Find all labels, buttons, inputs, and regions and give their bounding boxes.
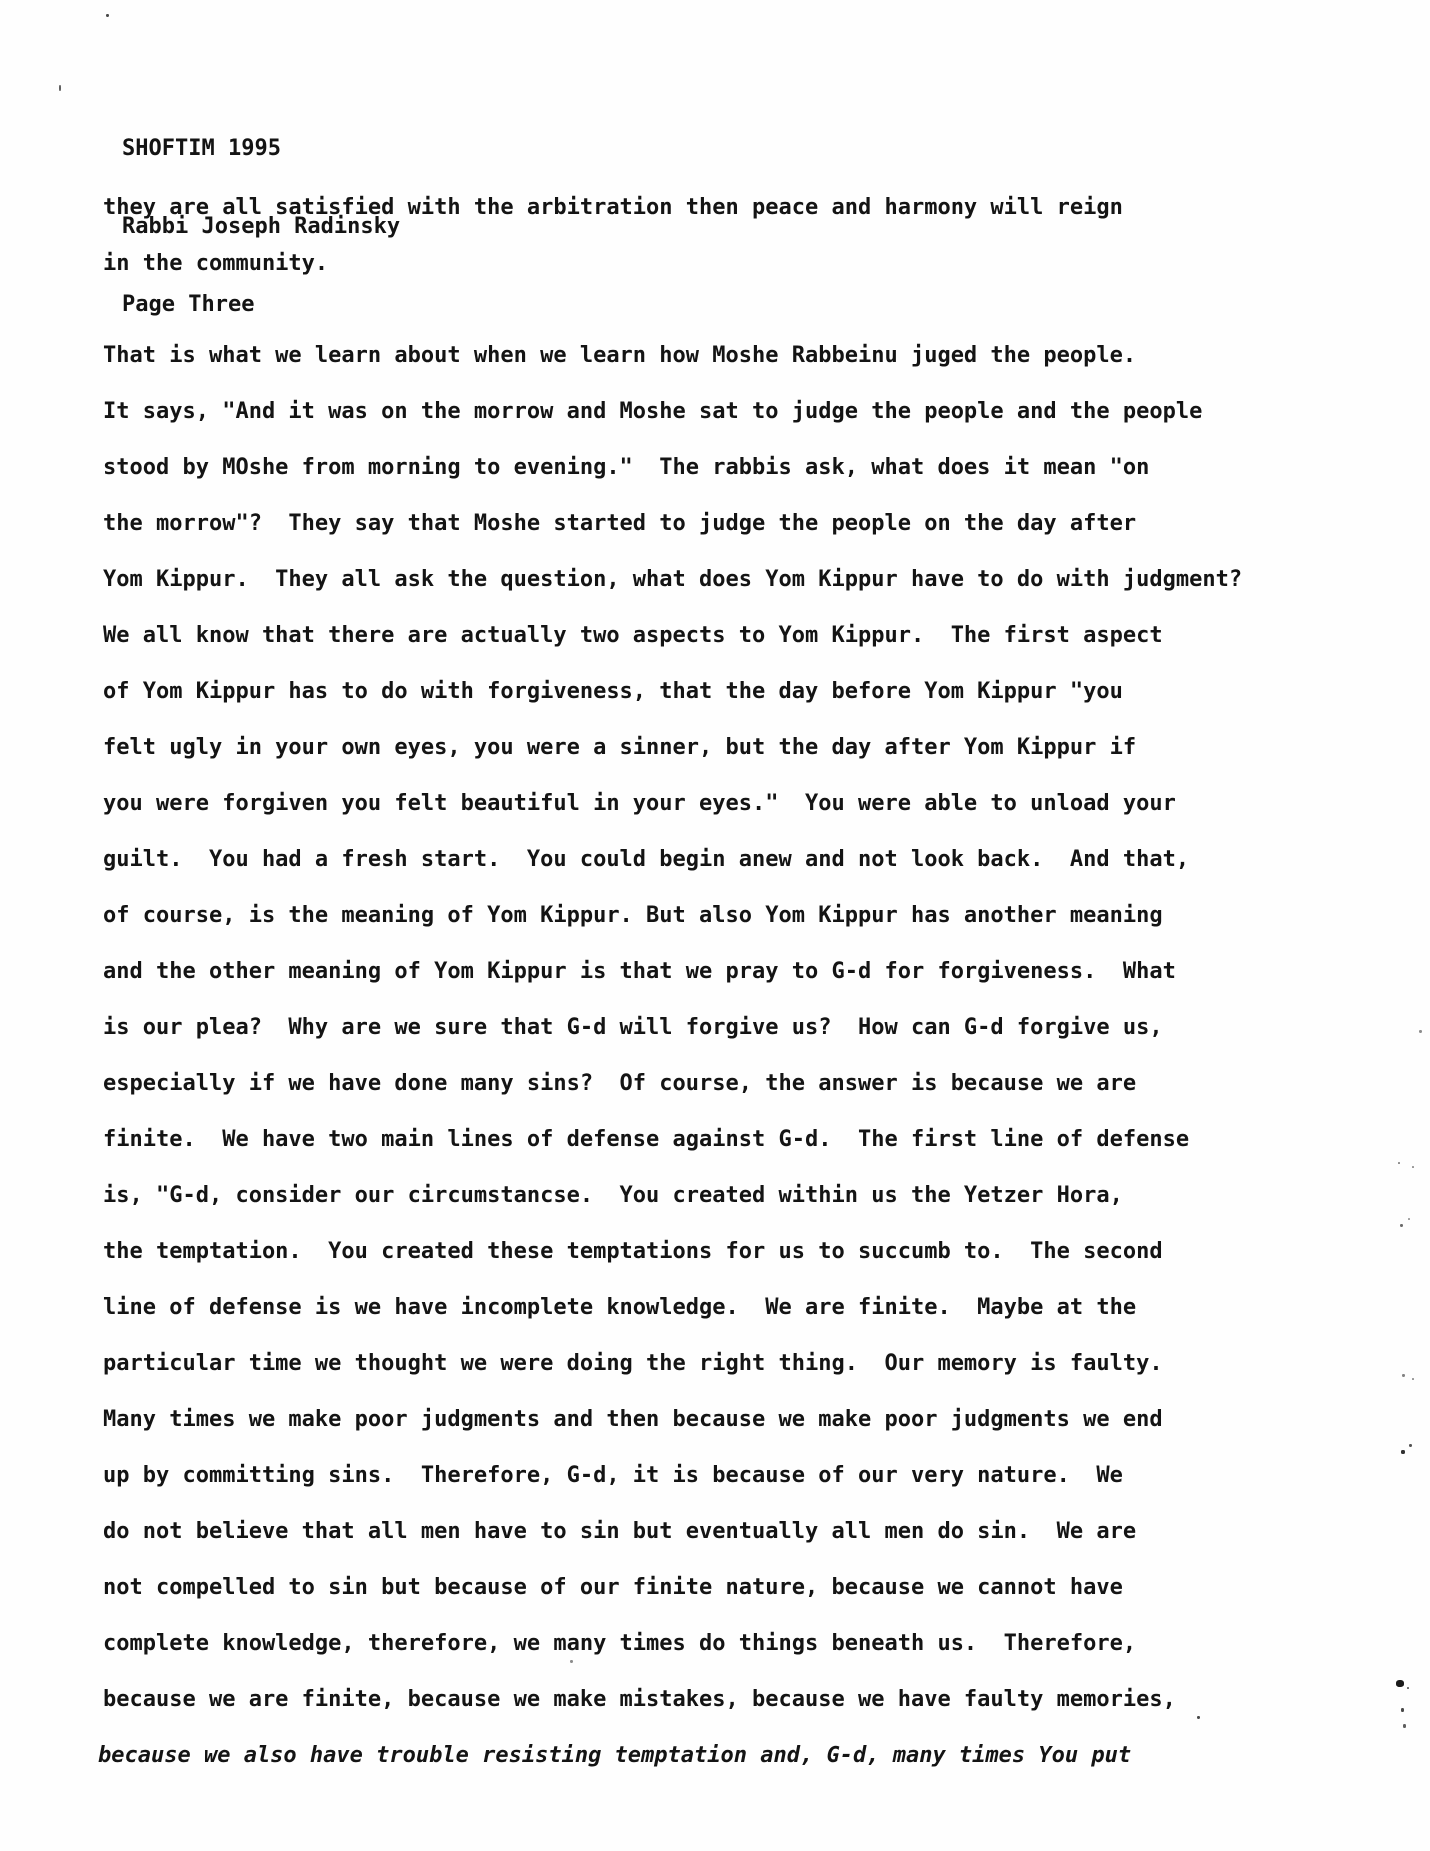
text-line: the temptation. You created these temptations for us to succumb to. The second <box>103 1239 1163 1264</box>
scan-speck <box>1412 1166 1414 1168</box>
text-line: the morrow"? They say that Moshe started to judge the people on the day after <box>103 511 1137 536</box>
scan-speck <box>570 1660 573 1663</box>
text-line: do not believe that all men have to sin but eventually all men do sin. We are <box>103 1519 1137 1544</box>
scan-speck <box>1396 1680 1404 1687</box>
scan-speck <box>106 14 109 17</box>
text-line: is, "G-d, consider our circumstancse. You created within us the Yetzer Hora, <box>103 1183 1123 1208</box>
scan-speck <box>1408 1218 1410 1220</box>
scan-speck <box>1398 1162 1400 1164</box>
text-line: finite. We have two main lines of defense against G-d. The first line of defense <box>103 1127 1190 1152</box>
scan-speck <box>59 85 61 91</box>
text-line: We all know that there are actually two aspects to Yom Kippur. The first aspect <box>103 623 1163 648</box>
scan-speck <box>1419 1030 1422 1033</box>
text-line: is our plea? Why are we sure that G-d will forgive us? How can G-d forgive us, <box>103 1015 1163 1040</box>
text-line: of course, is the meaning of Yom Kippur. But also Yom Kippur has another meaning <box>103 903 1163 928</box>
text-line: you were forgiven you felt beautiful in your eyes." You were able to unload your <box>103 791 1176 816</box>
text-line: That is what we learn about when we learn how Moshe Rabbeinu juged the people. <box>103 343 1137 368</box>
text-line: particular time we thought we were doing the right thing. Our memory is faulty. <box>103 1351 1163 1376</box>
scan-speck <box>1197 1716 1200 1719</box>
text-line: Yom Kippur. They all ask the question, what does Yom Kippur have to do with judgment? <box>103 567 1243 592</box>
text-line: not compelled to sin but because of our finite nature, because we cannot have <box>103 1575 1123 1600</box>
scan-speck <box>1409 1444 1412 1447</box>
paragraph <box>103 180 1353 292</box>
text-line: because we are finite, because we make mistakes, because we have faulty memories, <box>103 1687 1176 1712</box>
text-line: It says, "And it was on the morrow and Moshe sat to judge the people and the people <box>103 399 1203 424</box>
scan-speck <box>1402 1374 1405 1377</box>
text-line: because we also have trouble resisting temptation and, G-d, many times You put <box>98 1743 1132 1768</box>
text-line: felt ugly in your own eyes, you were a sinner, but the day after Yom Kippur if <box>103 735 1137 760</box>
header-page-number: Page Three <box>122 292 255 317</box>
paragraph <box>98 328 1353 1784</box>
text-line: line of defense is we have incomplete knowledge. We are finite. Maybe at the <box>103 1295 1137 1320</box>
scan-speck <box>1401 1450 1405 1454</box>
scan-speck <box>1412 1378 1414 1380</box>
text-line: Many times we make poor judgments and then because we make poor judgments we end <box>103 1407 1163 1432</box>
text-line: and the other meaning of Yom Kippur is that we pray to G-d for forgiveness. What <box>103 959 1176 984</box>
document-body <box>98 180 1353 1784</box>
text-line: especially if we have done many sins? Of course, the answer is because we are <box>103 1071 1137 1096</box>
scan-speck <box>1407 1687 1409 1689</box>
text-line: they are all satisfied with the arbitration then peace and harmony will reign <box>103 195 1123 220</box>
text-line: guilt. You had a fresh start. You could begin anew and not look back. And that, <box>103 847 1190 872</box>
text-line: stood by MOshe from morning to evening." The rabbis ask, what does it mean "on <box>103 455 1150 480</box>
header-author: Rabbi Joseph Radinsky <box>122 214 401 239</box>
text-line: of Yom Kippur has to do with forgiveness, that the day before Yom Kippur "you <box>103 679 1123 704</box>
text-line: up by committing sins. Therefore, G-d, it is because of our very nature. We <box>103 1463 1123 1488</box>
scan-speck <box>1401 1708 1404 1712</box>
scan-speck <box>1403 1724 1406 1728</box>
text-line: in the community. <box>103 251 329 276</box>
text-line: complete knowledge, therefore, we many times do things beneath us. Therefore, <box>103 1631 1137 1656</box>
scan-speck <box>1400 1224 1403 1227</box>
header-title: SHOFTIM 1995 <box>122 136 281 161</box>
